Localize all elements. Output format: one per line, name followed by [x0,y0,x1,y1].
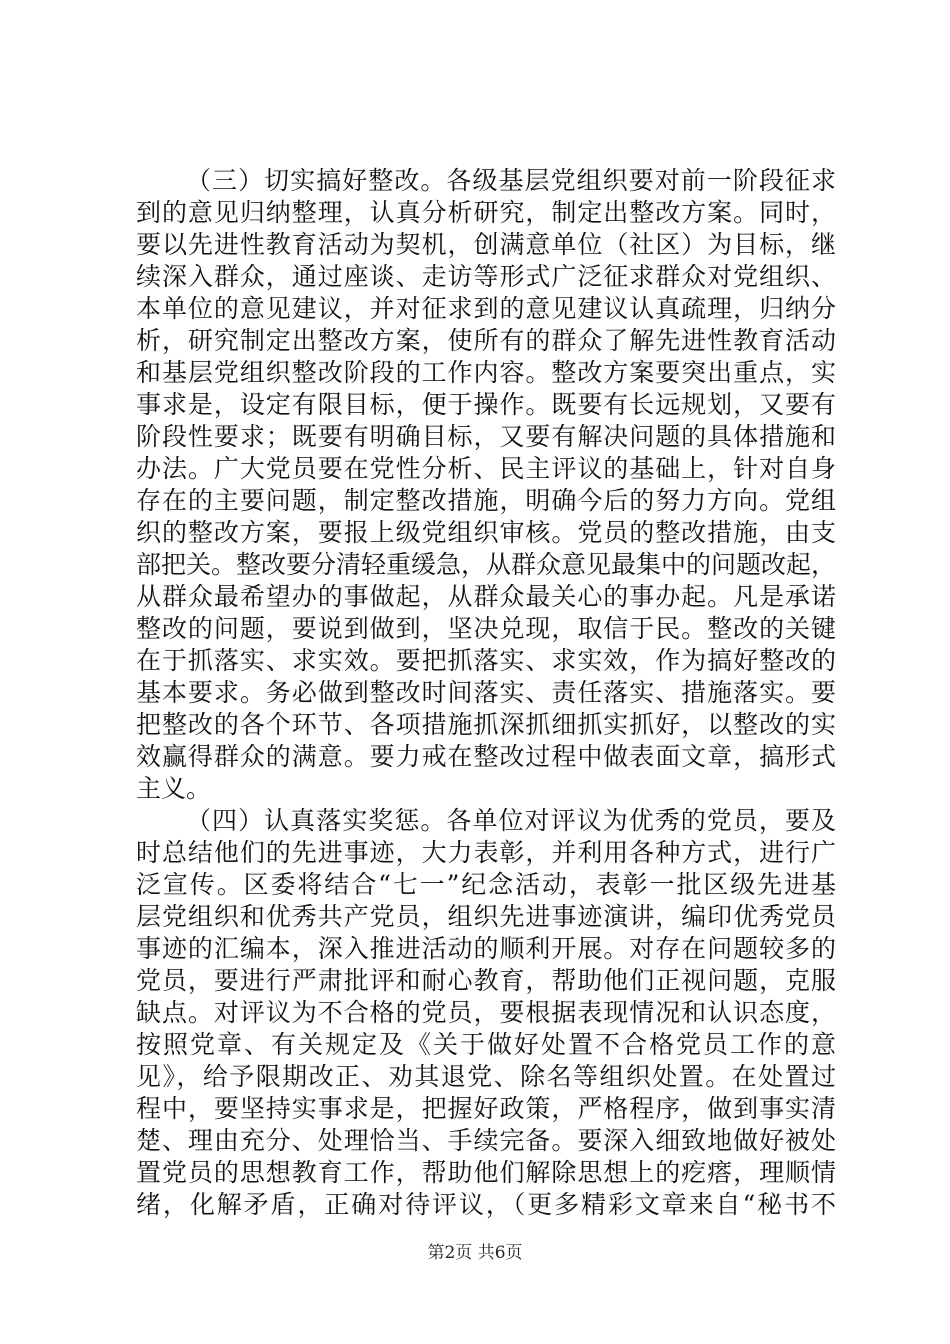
text-line: 织的整改方案，要报上级党组织审核。党员的整改措施，由支 [136,518,836,547]
text-line: 置党员的思想教育工作，帮助他们解除思想上的疙瘩，理顺情 [136,1158,836,1187]
text-line: 整改的问题，要说到做到，坚决兑现，取信于民。整改的关键 [136,614,836,643]
paragraph-rewards-penalties [136,805,836,1221]
text-line: 到的意见归纳整理，认真分析研究，制定出整改方案。同时， [136,198,836,227]
text-line: 时总结他们的先进事迹，大力表彰，并利用各种方式，进行广 [136,838,836,867]
text-line: 绪，化解矛盾，正确对待评议，（更多精彩文章来自“秘书不 [136,1190,836,1219]
text-line: 见》，给予限期改正、劝其退党、除名等组织处置。在处置过 [136,1062,836,1091]
text-line: 阶段性要求；既要有明确目标，又要有解决问题的具体措施和 [136,422,836,451]
text-line: 泛宣传。区委将结合“七一”纪念活动，表彰一批区级先进基 [136,870,836,899]
text-line: （三）切实搞好整改。各级基层党组织要对前一阶段征求 [186,166,836,195]
text-line: 部把关。整改要分清轻重缓急，从群众意见最集中的问题改起， [136,550,837,579]
text-line: （四）认真落实奖惩。各单位对评议为优秀的党员，要及 [186,806,836,835]
body-text [136,165,836,1221]
text-line: 层党组织和优秀共产党员，组织先进事迹演讲，编印优秀党员 [136,902,836,931]
text-line: 从群众最希望办的事做起，从群众最关心的事办起。凡是承诺 [136,582,836,611]
text-line: 楚、理由充分、处理恰当、手续完备。要深入细致地做好被处 [136,1126,836,1155]
text-line: 和基层党组织整改阶段的工作内容。整改方案要突出重点，实 [136,358,836,387]
text-line: 主义。 [136,774,212,803]
text-line: 存在的主要问题，制定整改措施，明确今后的努力方向。党组 [136,486,836,515]
text-line: 事迹的汇编本，深入推进活动的顺利开展。对存在问题较多的 [136,934,836,963]
text-line: 程中，要坚持实事求是，把握好政策，严格程序，做到事实清 [136,1094,836,1123]
text-line: 要以先进性教育活动为契机，创满意单位（社区）为目标，继 [136,230,836,259]
text-line: 效赢得群众的满意。要力戒在整改过程中做表面文章，搞形式 [136,742,836,771]
text-line: 把整改的各个环节、各项措施抓深抓细抓实抓好，以整改的实 [136,710,836,739]
text-line: 基本要求。务必做到整改时间落实、责任落实、措施落实。要 [136,678,836,707]
text-line: 析，研究制定出整改方案，使所有的群众了解先进性教育活动 [136,326,836,355]
text-line: 续深入群众，通过座谈、走访等形式广泛征求群众对党组织、 [136,262,836,291]
text-line: 在于抓落实、求实效。要把抓落实、求实效，作为搞好整改的 [136,646,836,675]
page-number: 第2页 共6页 [427,1243,523,1263]
text-line: 本单位的意见建议，并对征求到的意见建议认真疏理，归纳分 [136,294,836,323]
page-footer [0,1242,950,1264]
text-line: 按照党章、有关规定及《关于做好处置不合格党员工作的意 [136,1030,836,1059]
paragraph-rectification [136,165,836,805]
text-line: 办法。广大党员要在党性分析、民主评议的基础上，针对自身 [136,454,836,483]
text-line: 缺点。对评议为不合格的党员，要根据表现情况和认识态度， [136,998,836,1027]
text-line: 事求是，设定有限目标，便于操作。既要有长远规划，又要有 [136,390,836,419]
text-line: 党员，要进行严肃批评和耐心教育，帮助他们正视问题，克服 [136,966,836,995]
